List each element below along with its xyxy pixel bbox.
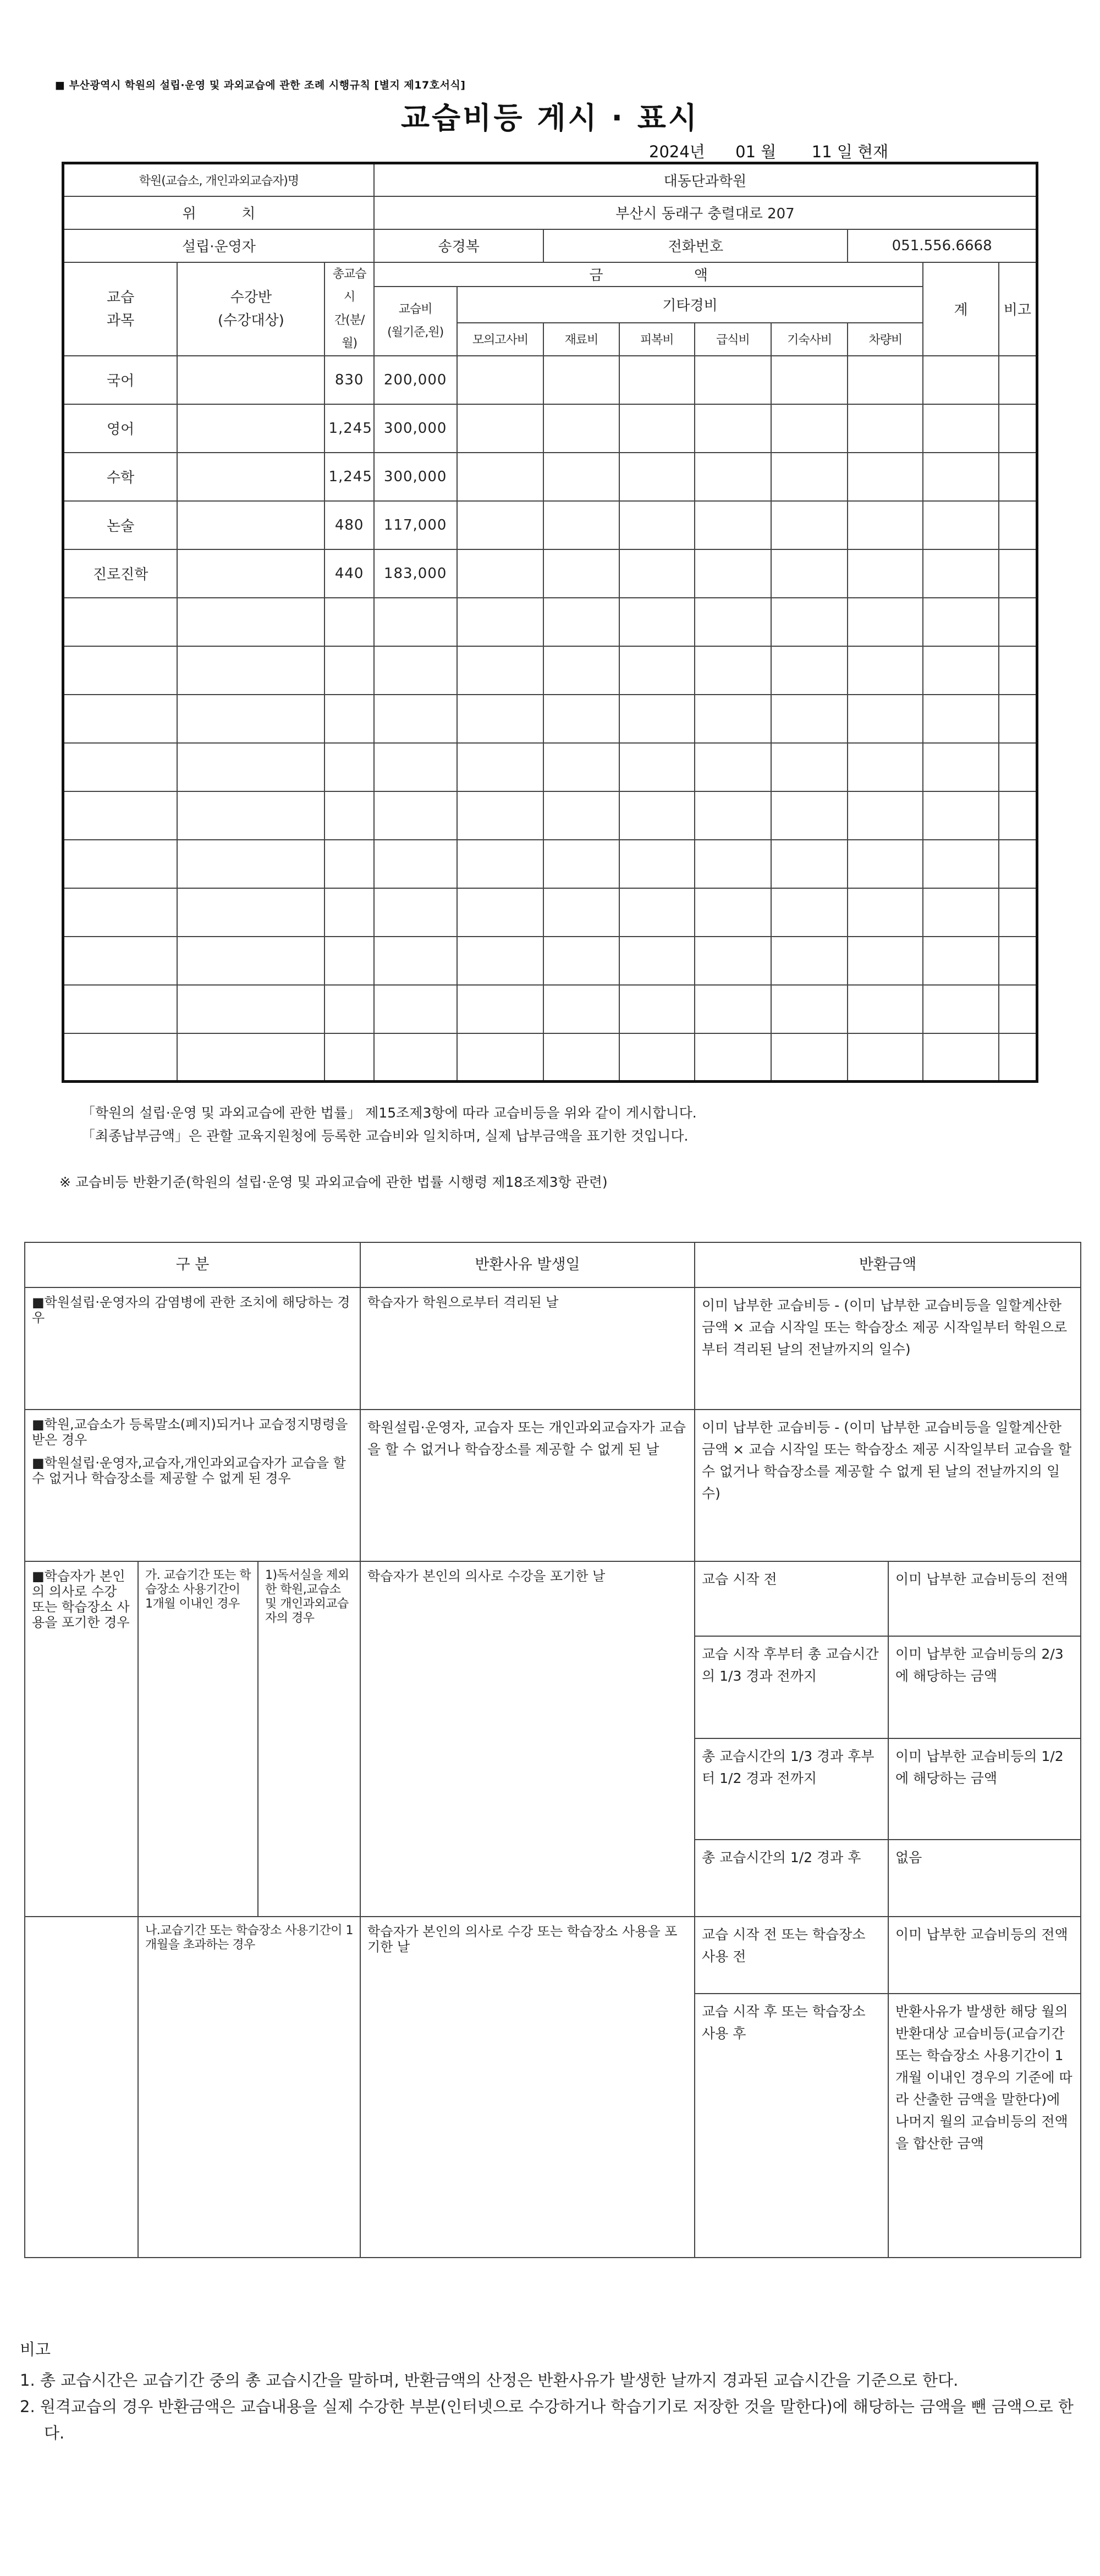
col-class: 수강반 (수강대상) <box>177 262 324 356</box>
row-subject: 진로진학 <box>63 549 178 598</box>
r1-category: ■학원설립·운영자의 감염병에 관한 조치에 해당하는 경우 <box>25 1287 360 1410</box>
col-tuition: 교습비 (월기준,원) <box>374 287 457 356</box>
operator-label: 설립·운영자 <box>63 229 374 262</box>
r3-occurrence-b: 학습자가 본인의 의사로 수강 또는 학습장소 사용을 포기한 날 <box>360 1917 695 2258</box>
refund-table <box>24 1242 1081 2258</box>
row-tuition: 300,000 <box>374 404 457 453</box>
r3a-amount: 이미 납부한 교습비등의 2/3에 해당하는 금액 <box>888 1636 1081 1738</box>
r3a-amount: 없음 <box>888 1840 1081 1917</box>
row-hours: 440 <box>324 549 373 598</box>
legal-notice-line2: 「최종납부금액」은 관할 교육지원청에 등록한 교습비와 일치하며, 실제 납부금액을 표기한 것입니다. <box>81 1128 689 1144</box>
location-value: 부산시 동래구 충렬대로 207 <box>374 196 1037 229</box>
r3-sub-a-detail: 1)독서실을 제외한 학원,교습소 및 개인과외교습자의 경우 <box>258 1561 360 1917</box>
empty-row <box>63 1033 1037 1082</box>
row-hours: 480 <box>324 501 373 549</box>
r3-occurrence-a: 학습자가 본인의 의사로 수강을 포기한 날 <box>360 1561 695 1917</box>
empty-row <box>63 840 1037 888</box>
r2-occurrence: 학원설립·운영자, 교습자 또는 개인과외교습자가 교습을 할 수 없거나 학습장소를 제공할 수 없게 된 날 <box>360 1410 695 1561</box>
col-dormitory-fee: 기숙사비 <box>771 323 848 356</box>
col-total: 계 <box>923 262 998 356</box>
row-subject: 논술 <box>63 501 178 549</box>
empty-row <box>63 646 1037 695</box>
r3a-amount: 이미 납부한 교습비등의 1/2에 해당하는 금액 <box>888 1738 1081 1840</box>
academy-name-label: 학원(교습소, 개인과외교습자)명 <box>63 163 374 196</box>
row-subject: 수학 <box>63 453 178 501</box>
row-tuition: 300,000 <box>374 453 457 501</box>
location-label: 위 치 <box>63 196 374 229</box>
r3-category: ■학습자가 본인의 의사로 수강 또는 학습장소 사용을 포기한 경우 <box>25 1561 138 1917</box>
remark-item-1: 1. 총 교습시간은 교습기간 중의 총 교습시간을 말하며, 반환금액의 산정은 반환사유가 발생한 날까지 경과된 교습시간을 기준으로 한다. <box>20 2371 959 2390</box>
r3a-when: 교습 시작 후부터 총 교습시간의 1/3 경과 전까지 <box>695 1636 888 1738</box>
r3a-when: 교습 시작 전 <box>695 1561 888 1636</box>
remark-item-2: 2. 원격교습의 경우 반환금액은 교습내용을 실제 수강한 부분(인터넷으로 수강하거나 학습기기로 저장한 것을 말한다)에 해당하는 금액을 뺀 금액으로 한다. <box>20 2397 1074 2442</box>
col-subject: 교습 과목 <box>63 262 178 356</box>
phone-value: 051.556.6668 <box>848 229 1037 262</box>
col-hours: 총교습시 간(분/월) <box>324 262 373 356</box>
empty-row <box>63 937 1037 985</box>
row-hours: 1,245 <box>324 453 373 501</box>
row-hours: 830 <box>324 356 373 404</box>
col-note: 비고 <box>999 262 1037 356</box>
col-category: 구 분 <box>25 1242 360 1287</box>
r1-amount: 이미 납부한 교습비등 - (이미 납부한 교습비등을 일할계산한 금액 × 교습 시작일 또는 학습장소 제공 시작일부터 학원으로부터 격리된 날의 전날까지의 일수) <box>695 1287 1081 1410</box>
table-row <box>63 453 1037 501</box>
legal-notice-line1: 「학원의 설립·운영 및 과외교습에 관한 법률」 제15조제3항에 따라 교습비등을 위와 같이 게시합니다. <box>81 1105 697 1121</box>
row-tuition: 117,000 <box>374 501 457 549</box>
row-hours: 1,245 <box>324 404 373 453</box>
date-line: 2024년 01 월 11 일 현재 <box>649 142 889 161</box>
table-row <box>63 501 1037 549</box>
col-vehicle-fee: 차량비 <box>848 323 923 356</box>
r3b-when: 교습 시작 후 또는 학습장소 사용 후 <box>695 1994 888 2258</box>
col-refund-amount: 반환금액 <box>695 1242 1081 1287</box>
r3-sub-a: 가. 교습기간 또는 학습장소 사용기간이 1개월 이내인 경우 <box>138 1561 258 1917</box>
col-material-fee: 재료비 <box>543 323 619 356</box>
r3-sub-b: 나.교습기간 또는 학습장소 사용기간이 1개월을 초과하는 경우 <box>138 1917 360 2258</box>
col-meal-fee: 급식비 <box>695 323 771 356</box>
r2-category-unable: ■학원설립·운영자,교습자,개인과외교습자가 교습을 할 수 없거나 학습장소를 제공할 수 없게 된 경우 <box>32 1455 346 1486</box>
row-tuition: 183,000 <box>374 549 457 598</box>
empty-row <box>63 743 1037 791</box>
row-subject: 영어 <box>63 404 178 453</box>
r2-category-suspension: ■학원,교습소가 등록말소(폐지)되거나 교습정지명령을 받은 경우 <box>32 1417 348 1447</box>
academy-name-value: 대동단과학원 <box>374 163 1037 196</box>
r3a-when: 총 교습시간의 1/2 경과 후 <box>695 1840 888 1917</box>
remarks-title: 비고 <box>20 2340 51 2359</box>
empty-row <box>63 888 1037 937</box>
operator-value: 송경복 <box>374 229 544 262</box>
col-clothing-fee: 피복비 <box>619 323 695 356</box>
col-occurrence-date: 반환사유 발생일 <box>360 1242 695 1287</box>
table-row <box>63 549 1037 598</box>
r2-amount: 이미 납부한 교습비등 - (이미 납부한 교습비등을 일할계산한 금액 × 교습 시작일 또는 학습장소 제공 시작일부터 교습을 할 수 없거나 학습장소를 제공할 수 없게 된 날의 전날까지의 일수) <box>695 1410 1081 1561</box>
row-subject: 국어 <box>63 356 178 404</box>
phone-label: 전화번호 <box>543 229 848 262</box>
r1-occurrence: 학습자가 학원으로부터 격리된 날 <box>360 1287 695 1410</box>
row-tuition: 200,000 <box>374 356 457 404</box>
empty-row <box>63 695 1037 743</box>
r2-category <box>25 1410 360 1561</box>
r3b-when: 교습 시작 전 또는 학습장소 사용 전 <box>695 1917 888 1994</box>
regulation-reference: ■ 부산광역시 학원의 설립·운영 및 과외교습에 관한 조례 시행규칙 [별지 제17호서식] <box>55 79 466 91</box>
refund-standard-heading: ※ 교습비등 반환기준(학원의 설립·운영 및 과외교습에 관한 법률 시행령 제18조제3항 관련) <box>59 1174 608 1190</box>
fee-table <box>62 162 1038 1083</box>
remarks-section <box>20 2336 1081 2446</box>
table-row <box>63 404 1037 453</box>
empty-row <box>63 985 1037 1033</box>
empty-row <box>63 598 1037 646</box>
empty-row <box>63 791 1037 840</box>
r3b-amount: 이미 납부한 교습비등의 전액 <box>888 1917 1081 1994</box>
page-title: 교습비등 게시 · 표시 <box>400 101 700 135</box>
col-other-expenses: 기타경비 <box>457 287 923 323</box>
r3-category-continued <box>25 1917 138 2258</box>
r3a-when: 총 교습시간의 1/3 경과 후부터 1/2 경과 전까지 <box>695 1738 888 1840</box>
col-mock-exam-fee: 모의고사비 <box>457 323 544 356</box>
r3a-amount: 이미 납부한 교습비등의 전액 <box>888 1561 1081 1636</box>
table-row <box>63 356 1037 404</box>
col-amount: 금 액 <box>374 262 923 287</box>
r3b-amount: 반환사유가 발생한 해당 월의 반환대상 교습비등(교습기간 또는 학습장소 사용기간이 1개월 이내인 경우의 기준에 따라 산출한 금액을 말한다)에 나머지 월의 교습비등의 전액을 합산한 금액 <box>888 1994 1081 2258</box>
